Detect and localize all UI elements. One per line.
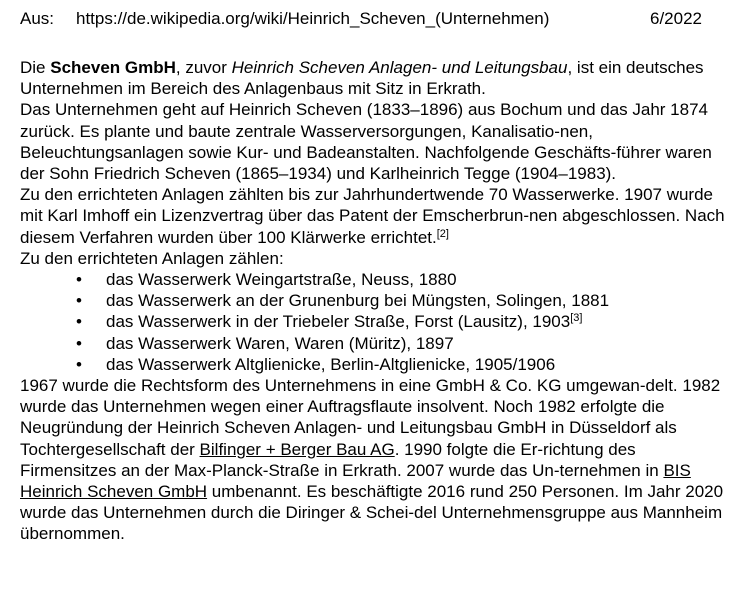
list-item bbox=[84, 354, 736, 375]
former-name: Heinrich Scheven Anlagen- und Leitungsbau bbox=[231, 58, 568, 77]
later-text-2: . 1990 folgte die Er-richtung des Firmensitzes an der Max-Planck-Straße in Erkrath. 2007 wurde das Un-ternehmen in bbox=[20, 439, 664, 480]
bis-scheven-link[interactable]: BIS Heinrich Scheven GmbH bbox=[20, 460, 691, 502]
list-item bbox=[84, 269, 736, 290]
list-heading: Zu den errichteten Anlagen zählen: bbox=[20, 248, 284, 268]
bilfinger-link[interactable]: Bilfinger + Berger Bau AG bbox=[199, 439, 395, 459]
source-date: 6/2022 bbox=[650, 9, 702, 28]
source-url: https://de.wikipedia.org/wiki/Heinrich_Scheven_(Unternehmen) bbox=[76, 9, 550, 28]
reference-3[interactable]: [3] bbox=[570, 312, 583, 325]
list-item-text: das Wasserwerk in der Triebeler Straße, Forst (Lausitz), 1903 bbox=[106, 312, 571, 332]
company-name: Scheven GmbH bbox=[50, 58, 176, 77]
history-paragraph: Das Unternehmen geht auf Heinrich Scheven (1833–1896) aus Bochum und das Jahr 1874 zurück. Es plante und baute zentrale Wasserversorgungen, Kanalisatio-nen, Beleuchtungsanlagen sowie Kur- und Badeanstalten. Nachfolgende Geschäfts-führer waren der Sohn Friedrich Scheven (1865–1934) und Karlheinrich Tegge (1904–1983). bbox=[20, 100, 712, 184]
list-item bbox=[84, 333, 736, 354]
intro-pre: Die bbox=[20, 58, 51, 77]
list-item bbox=[84, 311, 736, 332]
intro-mid: , zuvor bbox=[175, 58, 232, 77]
waterworks-paragraph bbox=[20, 184, 736, 248]
later-history-paragraph bbox=[20, 375, 736, 545]
list-item-text: das Wasserwerk Waren, Waren (Müritz), 1897 bbox=[106, 333, 454, 353]
intro-paragraph bbox=[20, 57, 736, 99]
waterworks-text: Zu den errichteten Anlagen zählten bis zur Jahrhundertwende 70 Wasserwerke. 1907 wurde mit Karl Imhoff ein Lizenzvertrag über das Patent der Emscherbrun-nen abgeschlossen. Nach diesem Verfahren wurden über 100 Klärwerke errichtet. bbox=[20, 185, 725, 247]
later-text-3: umbenannt. Es beschäftigte 2016 rund 250 Personen. Im Jahr 2020 wurde das Unternehmen durch die Diringer & Schei-del Unternehmensgruppe aus Mannheim übernommen. bbox=[20, 482, 724, 544]
source-line bbox=[20, 8, 736, 30]
list-item bbox=[84, 290, 736, 311]
article-body bbox=[20, 57, 736, 545]
list-item-text: das Wasserwerk Altglienicke, Berlin-Altglienicke, 1905/1906 bbox=[106, 354, 556, 374]
facilities-list bbox=[20, 269, 736, 375]
source-label: Aus: bbox=[20, 9, 55, 28]
later-text-1: 1967 wurde die Rechtsform des Unternehmens in eine GmbH & Co. KG umgewan-delt. 1982 wurde das Unternehmen wegen einer Auftragsflaute insolvent. Noch 1982 erfolgte die Neugründung der Heinrich Scheven Anlagen- und Leitungsbau GmbH in Düsseldorf als Tochtergesellschaft der bbox=[20, 376, 721, 459]
list-item-text: das Wasserwerk an der Grunenburg bei Müngsten, Solingen, 1881 bbox=[106, 291, 610, 311]
list-item-text: das Wasserwerk Weingartstraße, Neuss, 1880 bbox=[106, 270, 457, 290]
intro-post: , ist ein deutsches Unternehmen im Bereich des Anlagenbaus mit Sitz in Erkrath. bbox=[20, 58, 704, 99]
reference-2[interactable]: [2] bbox=[436, 227, 449, 240]
